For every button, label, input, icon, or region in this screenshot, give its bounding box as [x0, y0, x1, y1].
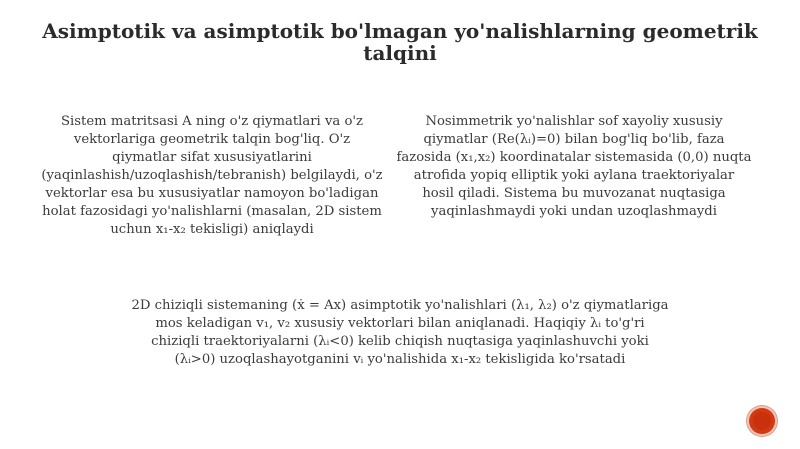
- left-text-block: Sistem matritsasi A ning o'z qiymatlari va o'z vektorlariga geometrik talqin bog'liq. O'z qiymatlar sifat xususiyatlarini (yaqinlashish/uzoqlashish/tebranish) belgilaydi, o'z vektorlar esa bu xususiyatlar namoyon bo'ladigan holat fazosidagi yo'nalishlarni (masalan, 2D sistem uchun x₁-x₂ tekisligi) aniqlaydi: [41, 114, 383, 237]
- right-text-block: Nosimmetrik yo'nalishlar sof xayoliy xususiy qiymatlar (Re(λᵢ)=0) bilan bog'liq bo'lib, faza fazosida (x₁,x₂) koordinatalar sistemasida (0,0) nuqta atrofida yopiq elliptik yoki aylana traektoriyalar hosil qiladi. Sistema bu muvozanat nuqtasiga yaqinlashmaydi yoki undan uzoqlashmaydi: [396, 114, 752, 219]
- circle-button-icon: [753, 412, 771, 430]
- bottom-text-block: 2D chiziqli sistemaning (ẋ = Ax) asimptotik yo'nalishlari (λ₁, λ₂) o'z qiymatlariga mos keladigan v₁, v₂ xususiy vektorlari bilan aniqlanadi. Haqiqiy λᵢ to'g'ri chiziqli traektoriyalarni (λᵢ<0) kelib chiqish nuqtasiga yaqinlashuvchi yoki (λᵢ>0) uzoqlashayotganini vᵢ yo'nalishida x₁-x₂ tekisligida ko'rsatadi: [131, 298, 669, 367]
- slide-title: Asimptotik va asimptotik bo'lmagan yo'nalishlarning geometrik talqini: [42, 19, 758, 65]
- next-slide-button[interactable]: [749, 408, 775, 434]
